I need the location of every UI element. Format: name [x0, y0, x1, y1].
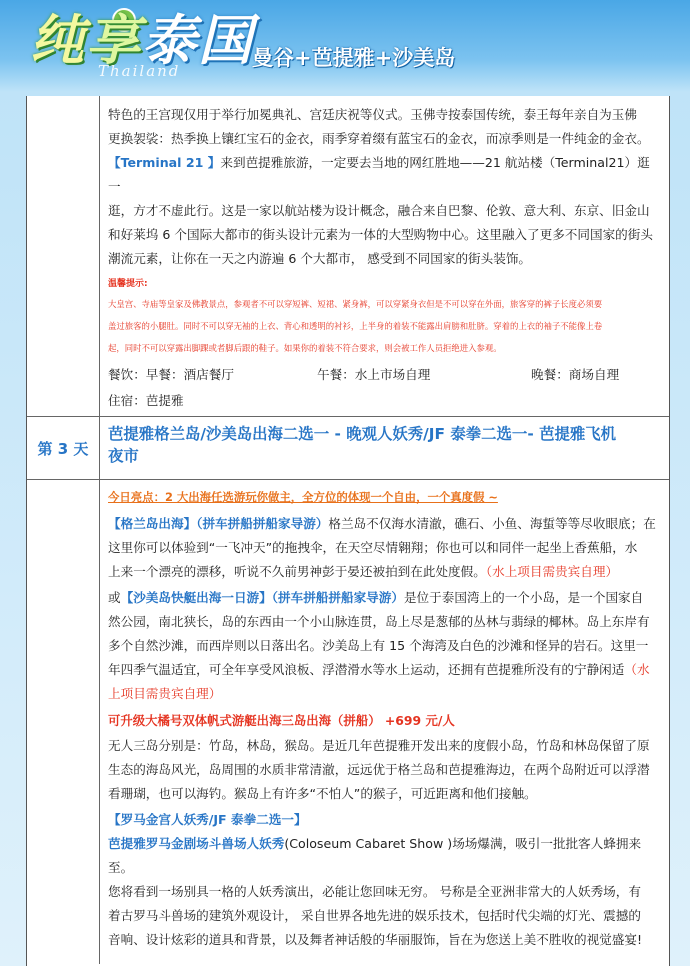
- tip-text: 盖过旅客的小腿肚。同时不可以穿无袖的上衣、背心和透明的衬衫，上半身的着装不能露出肩膀和肚脐。穿着的上衣的袖子不能像上卷: [108, 321, 603, 331]
- coral-island-paragraph: 【格兰岛出海】（拼车拼船拼船家导游）格兰岛不仅海水清澈，礁石、小鱼、海蜇等等尽收眼底；在: [108, 516, 656, 531]
- day3-details: [100, 480, 669, 964]
- terminal-label: 【Terminal 21 】: [108, 155, 221, 170]
- brand-logo: [24, 2, 254, 92]
- terminal-text: 逛，方才不虚此行。这是一家以航站楼为设计概念，融合来自巴黎、伦敦、意大利、东京、旧金山: [108, 203, 650, 218]
- tip-title: 温馨提示:: [108, 279, 148, 289]
- itinerary-table: [26, 96, 670, 966]
- dinner-info: 晚餐：商场自理: [531, 367, 620, 382]
- samet-island-text: 然公园，南北狭长，岛的东西由一个小山脉连贯，岛上尽是葱郁的丛林与翡绿的椰林。岛上东岸有: [108, 614, 650, 629]
- day3-title: 芭提雅格兰岛/沙美岛出海二选一 - 晚观人妖秀/JF 泰拳二选一- 芭提雅飞机 夜市: [108, 425, 617, 465]
- day2-content-row: [27, 96, 669, 417]
- coral-island-text: 上来一个漂亮的漂移，听说不久前男神彭于晏还被拍到在此处度假。（水上项目需贵宾自理）: [108, 564, 619, 579]
- brand-title: 纯享泰国: [30, 9, 254, 72]
- show-label: 【罗马金宫人妖秀/JF 泰拳二选一】: [108, 812, 307, 827]
- day-cell-empty: [27, 480, 100, 964]
- show-text: 着古罗马斗兽场的建筑外观设计， 采自世界各地先进的娱乐技术，包括时代尖端的灯光、震撼的: [108, 908, 641, 923]
- samet-island-note: 上项目需贵宾自理）: [108, 686, 222, 701]
- day-cell-empty: [27, 96, 100, 416]
- show-text: 音响、设计炫彩的道具和背景，以及舞者神话般的华丽服饰，旨在为您送上美不胜收的视觉盛宴!: [108, 932, 642, 947]
- samet-island-paragraph: 或【沙美岛快艇出海一日游】（拼车拼船拼船家导游）是位于泰国湾上的一个小岛，是一个国家自: [108, 590, 644, 605]
- three-islands-text: 无人三岛分别是：竹岛，林岛，猴岛。是近几年芭提雅开发出来的度假小岛，竹岛和林岛保留了原: [108, 738, 650, 753]
- day2-details: [100, 96, 669, 416]
- day3-title-cell: [100, 417, 669, 479]
- page-header: [0, 0, 690, 96]
- today-highlight: 今日亮点：2 大出海任选游玩你做主，全方位的体现一个自由，一个真度假 ~: [108, 490, 498, 504]
- three-islands-text: 生态的海岛风光，岛周围的水质非常清澈，远远优于格兰岛和芭提雅海边，在两个岛附近可以浮潜: [108, 762, 650, 777]
- tip-text: 起，同时不可以穿露出脚踝或者脚后跟的鞋子。如果你的着装不符合要求，则会被工作人员拒绝进入参观。: [108, 343, 502, 353]
- terminal-paragraph: 【Terminal 21 】来到芭提雅旅游，一定要去当地的网红胜地——21 航站楼（Terminal21）逛一: [108, 155, 650, 194]
- day3-title-row: [27, 417, 669, 480]
- lunch-info: 午餐：水上市场自理: [317, 367, 431, 382]
- terminal-text: 和好莱坞 6 个国际大都市的街头设计元素为一体的大型购物中心。这里融入了更多不同国家的街头: [108, 227, 653, 242]
- day3-label: 第 3 天: [27, 417, 100, 479]
- samet-island-text: 多个自然沙滩，而西岸则以日落出名。沙美岛上有 15 个海湾及白色的沙滩和怪异的岩石。这里一: [108, 638, 649, 653]
- terminal-text: 潮流元素，让你在一天之内游遍 6 个大都市， 感受到不同国家的街头装饰。: [108, 251, 532, 266]
- stay-info: 住宿：芭提雅: [108, 393, 184, 408]
- three-islands-text: 看珊瑚，也可以海钓。猴岛上有许多“不怕人”的猴子，可近距离和他们接触。: [108, 786, 537, 801]
- day3-content-row: [27, 480, 669, 964]
- brand-script: Thailand: [98, 62, 181, 80]
- show-paragraph: 芭提雅罗马金剧场斗兽场人妖秀(Coloseum Cabaret Show )场场爆满，吸引一批批客人蜂拥来至。: [108, 836, 642, 875]
- meals-row: [108, 363, 659, 387]
- palace-text: 特色的王宫现仅用于举行加冕典礼、宫廷庆祝等仪式。玉佛寺按泰国传统，泰王每年亲自为玉佛: [108, 107, 637, 122]
- tip-text: 大皇宫、寺庙等皇家及佛教景点，参观者不可以穿短裤、短裙、紧身裤，可以穿紧身衣但是不可以穿在外面，旅客穿的裤子长度必须要: [108, 299, 603, 309]
- show-text: 您将看到一场别具一格的人妖秀演出，必能让您回味无穷。 号称是全亚洲非常大的人妖秀场，有: [108, 884, 641, 899]
- palace-text: 更换袈裟：热季换上镶红宝石的金衣，雨季穿着缀有蓝宝石的金衣，而凉季则是一件纯金的金衣。: [108, 131, 650, 146]
- coral-island-text: 这里你可以体验到“一飞冲天”的拖拽伞，在天空尽情翱翔；你也可以和同伴一起坐上香蕉船，水: [108, 540, 638, 555]
- samet-island-text: 年四季气温适宜，可全年享受风浪板、浮潜滑水等水上运动，还拥有芭提雅所没有的宁静闲适（水: [108, 662, 650, 677]
- route-title: 曼谷+芭提雅+沙美岛: [252, 46, 456, 70]
- upgrade-offer: 可升级大橘号双体帆式游艇出海三岛出海（拼船） +699 元/人: [108, 713, 455, 728]
- breakfast-info: 餐饮：早餐：酒店餐厅: [108, 367, 234, 382]
